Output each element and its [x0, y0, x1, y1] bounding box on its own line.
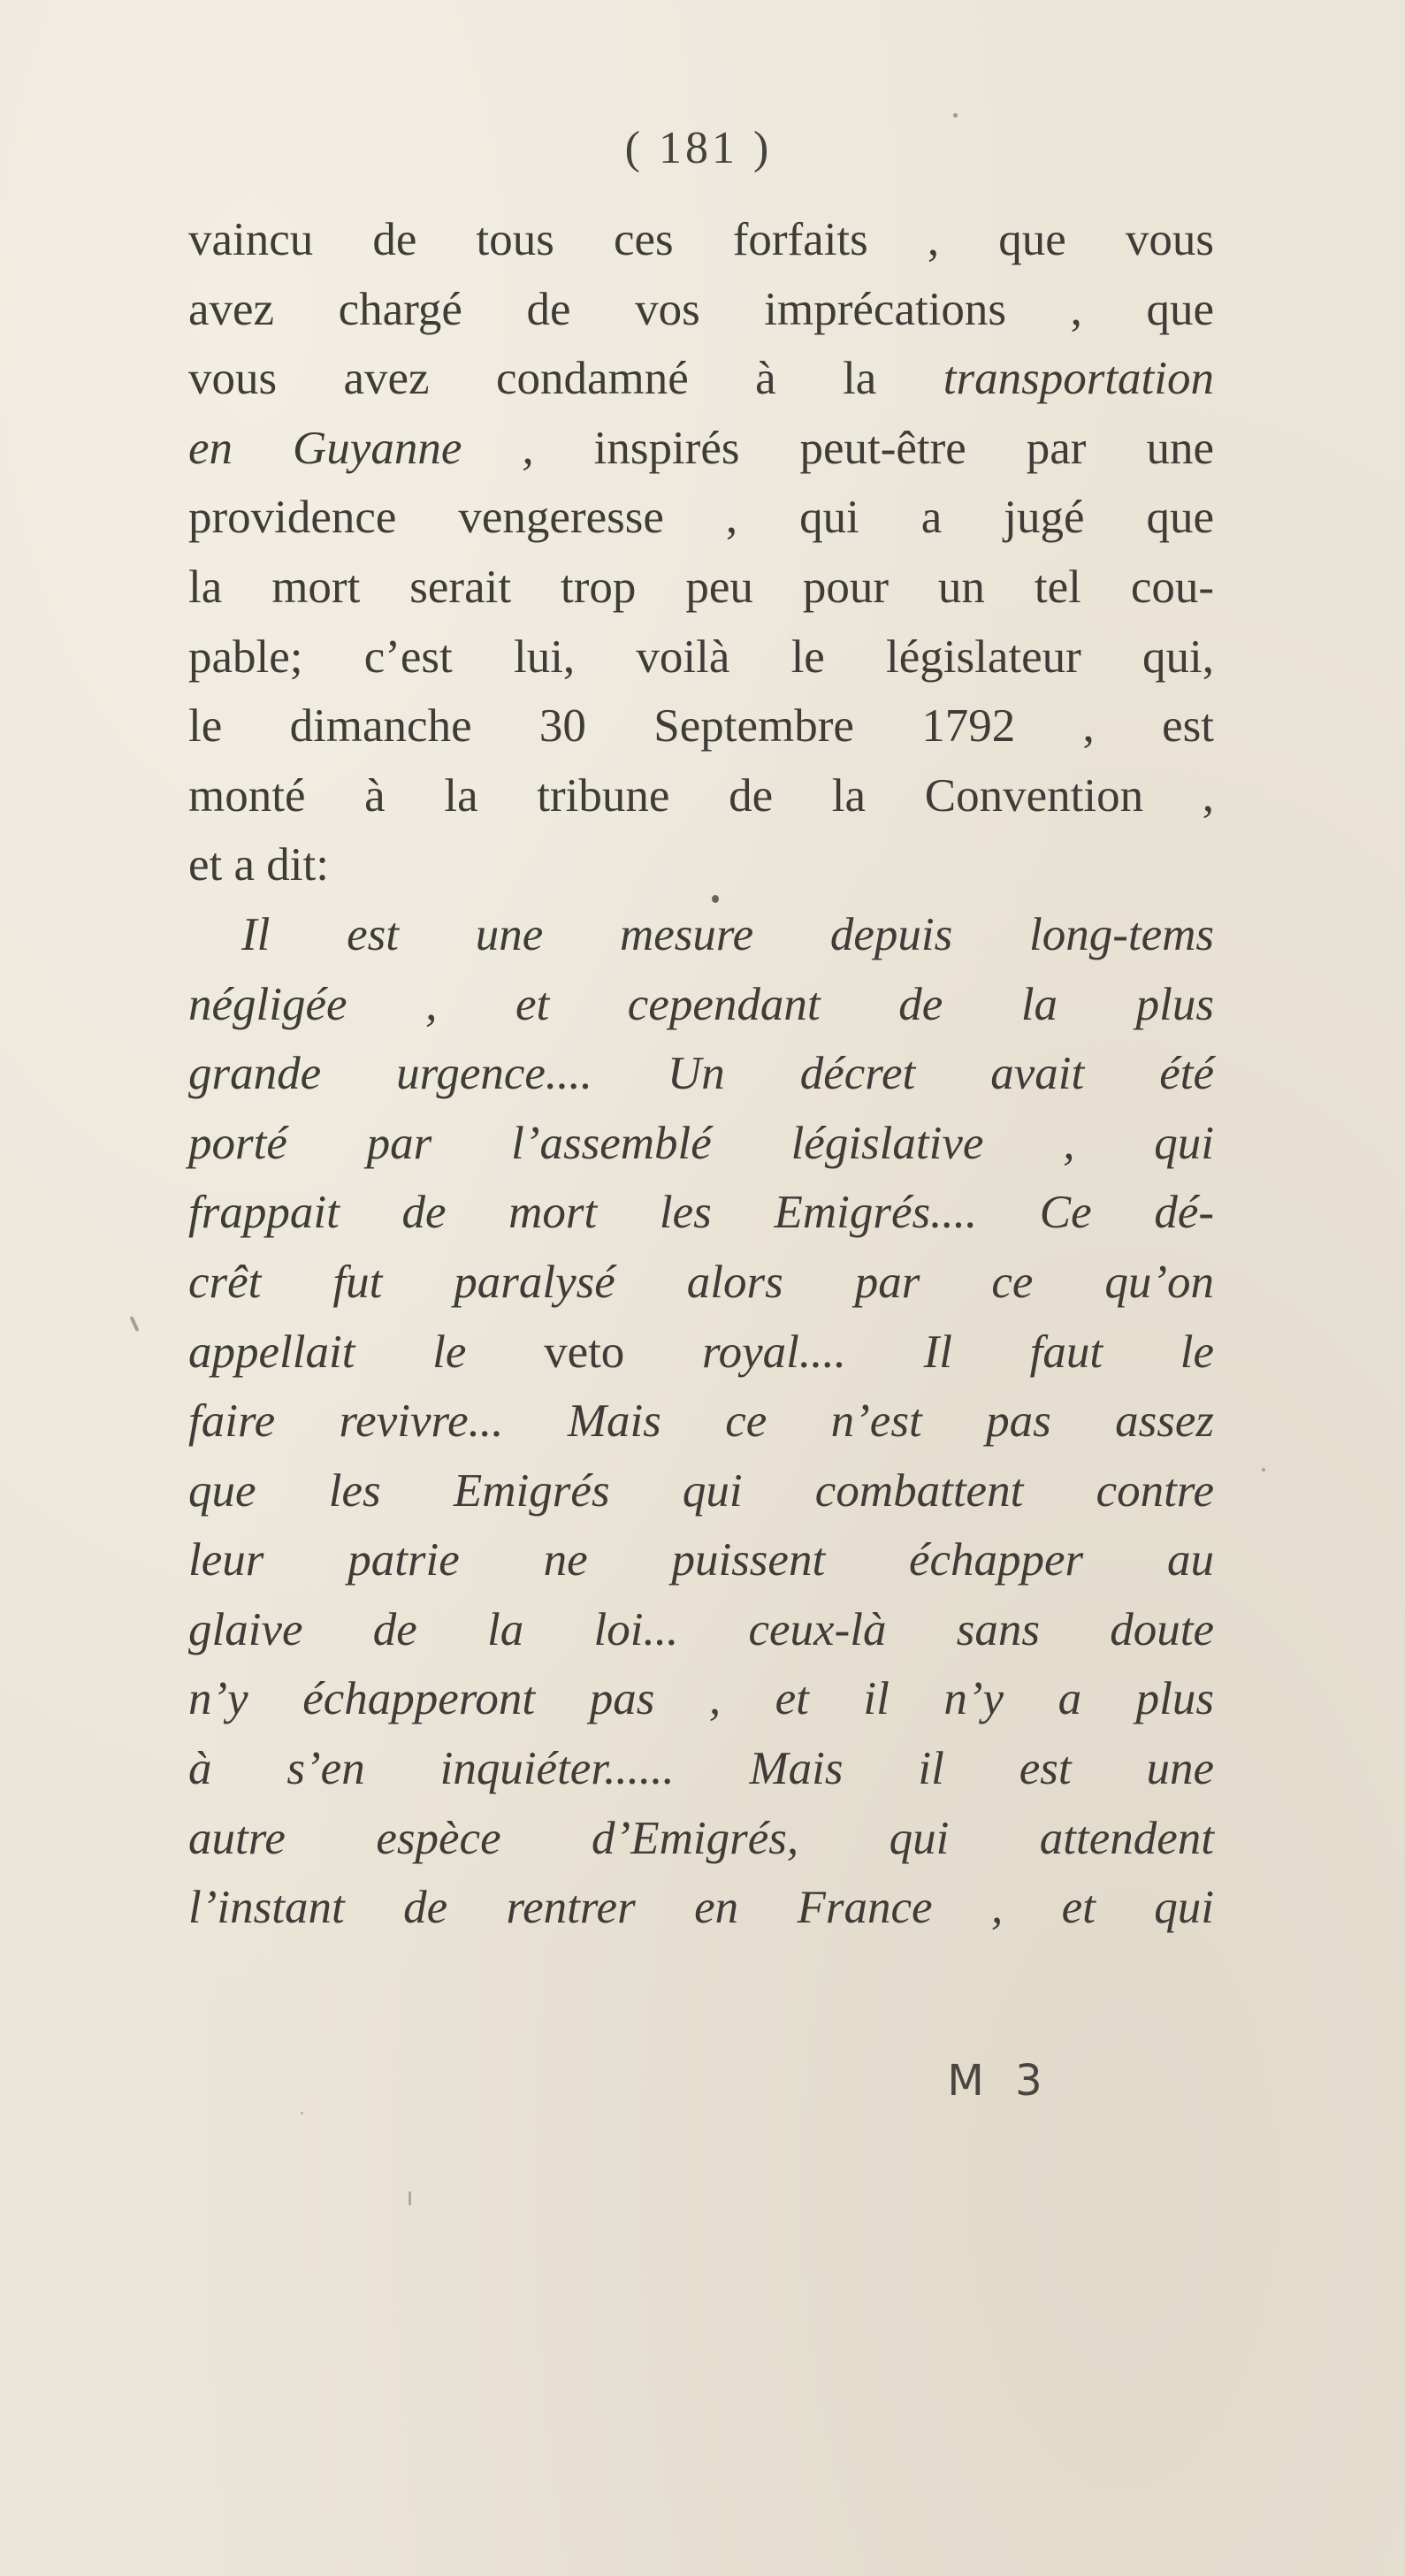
text-segment: inspirés peut-être par une	[593, 422, 1214, 474]
quote-line: que les Emigrés qui combattent contre	[188, 1464, 1214, 1517]
paper-speck	[1262, 1468, 1265, 1471]
text-line: le dimanche 30 Septembre 1792 , est	[188, 700, 1214, 753]
roman-veto: veto	[544, 1326, 625, 1378]
quote-line: n’y échapperont pas , et il n’y a plus	[188, 1673, 1214, 1725]
text-segment: royal.... Il faut le	[702, 1326, 1215, 1378]
paper-speck	[712, 895, 719, 903]
text-line: vaincu de tous ces forfaits , que vous	[188, 214, 1214, 265]
text-segment: appellait	[188, 1326, 355, 1378]
text-line: la mort serait trop peu pour un tel cou-	[188, 561, 1214, 613]
text-line	[188, 344, 1214, 414]
paper-speck	[301, 2112, 303, 2114]
quote-line: leur patrie ne puissent échapper au	[188, 1534, 1214, 1586]
text-line	[188, 414, 1214, 484]
text-line: monté à la tribune de la Convention ,	[188, 769, 1214, 822]
quote-line: grande urgence.... Un décret avait été	[188, 1048, 1214, 1100]
paper-speck	[409, 2191, 411, 2205]
quote-line: crêt fut paralysé alors par ce qu’on	[188, 1256, 1214, 1308]
text-segment: le	[432, 1326, 467, 1378]
page-number: ( 181 )	[624, 123, 773, 173]
text-line: pable; c’est lui, voilà le législateur qui,	[188, 631, 1214, 683]
quote-line: à s’en inquiéter...... Mais il est une	[188, 1743, 1214, 1795]
signature-mark: M 3	[947, 2056, 1051, 2106]
paper-speck	[129, 1316, 139, 1332]
quote-line	[188, 1318, 1214, 1387]
quote-line: autre espèce d’Emigrés, qui attendent	[188, 1812, 1214, 1864]
paper-speck	[953, 113, 958, 118]
quote-line: frappait de mort les Emigrés.... Ce dé-	[188, 1187, 1214, 1239]
text-line: et a dit:	[188, 839, 329, 891]
italic-transportation: transportation	[943, 353, 1214, 405]
quote-line: faire revivre... Mais ce n’est pas assez	[188, 1395, 1214, 1448]
body-text	[188, 205, 1214, 1943]
italic-guyane: en Guyanne ,	[188, 422, 534, 474]
text-segment: vous avez condamné à la	[188, 353, 877, 405]
text-line: providence vengeresse , qui a jugé que	[188, 492, 1214, 544]
quote-line: porté par l’assemblé législative , qui	[188, 1117, 1214, 1169]
quote-line: négligée , et cependant de la plus	[188, 978, 1214, 1030]
text-line: avez chargé de vos imprécations , que	[188, 283, 1214, 335]
quote-line: l’instant de rentrer en France , et qui	[188, 1882, 1214, 1934]
quote-line: glaive de la loi... ceux-là sans doute	[188, 1603, 1214, 1655]
quote-line: Il est une mesure depuis long-tems	[241, 908, 1214, 960]
